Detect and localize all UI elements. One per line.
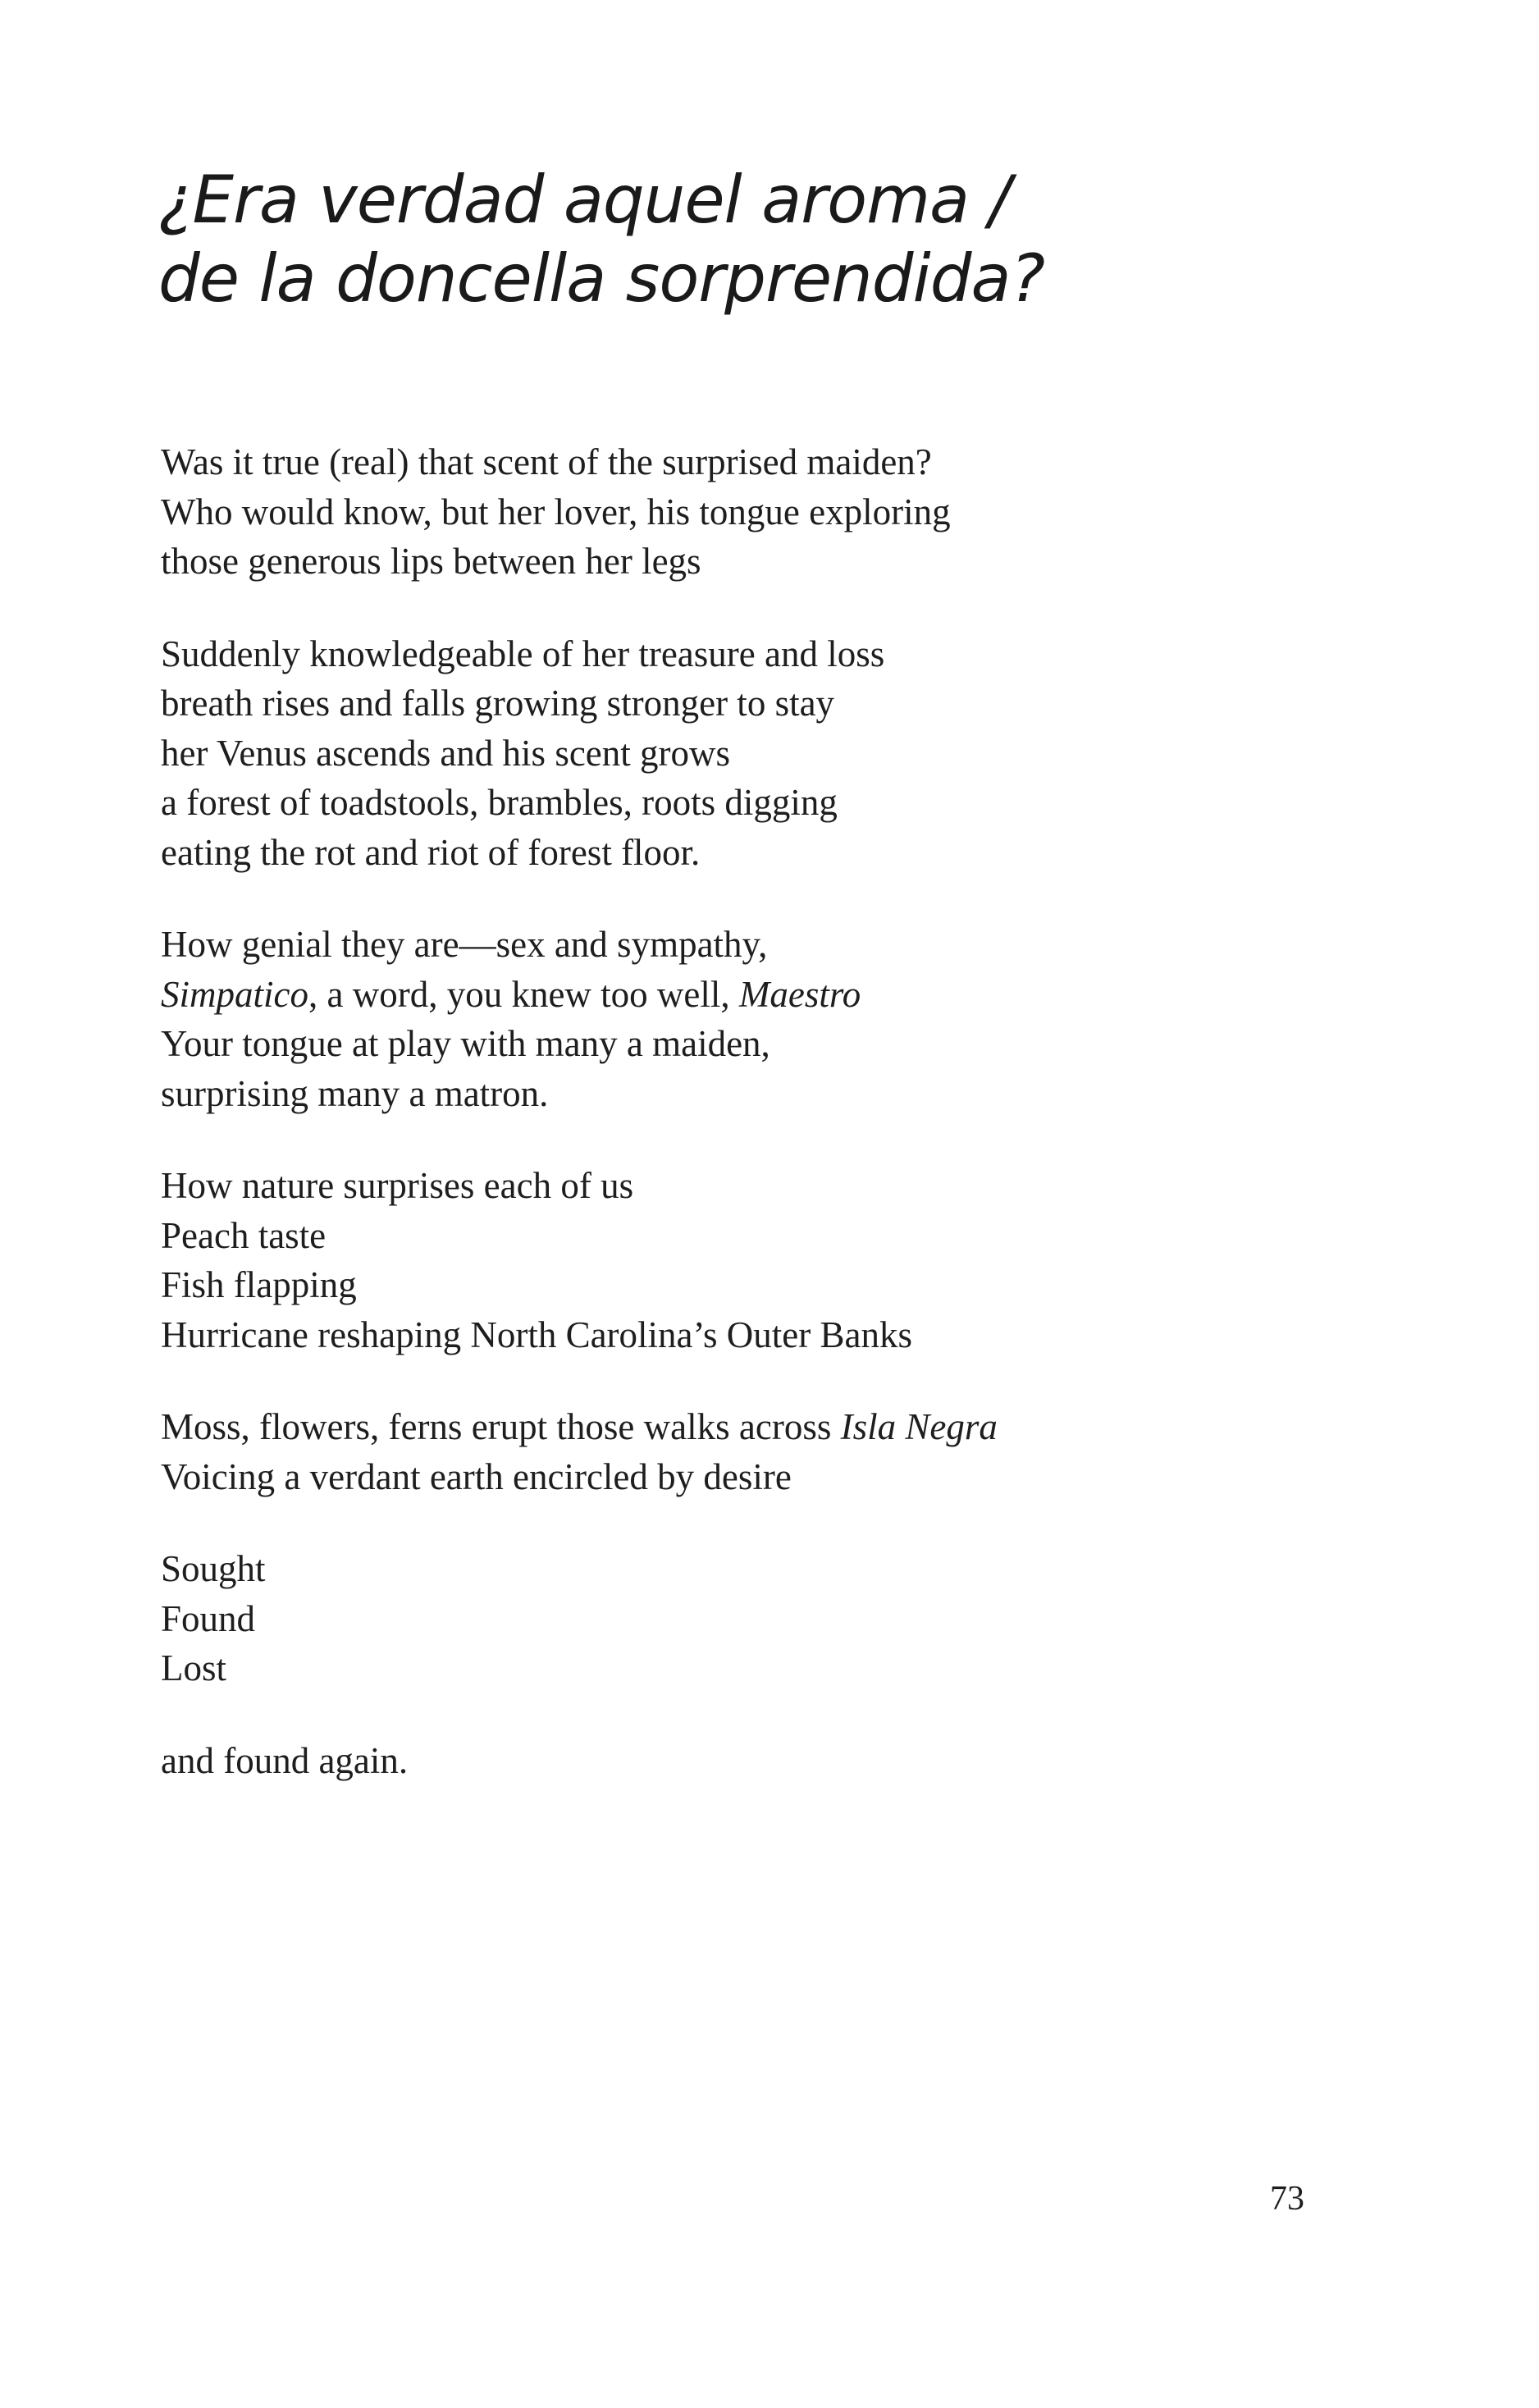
poem-line: Lost [161, 1647, 227, 1688]
poem-line: Who would know, but her lover, his tongue exploring [161, 491, 951, 532]
poem-line: Found [161, 1597, 256, 1639]
poem-line: those generous lips between her legs [161, 541, 701, 582]
line-text: , a word, you knew too well, [308, 973, 739, 1015]
poem-body [161, 437, 1350, 1828]
italic-place-isla-negra: Isla Negra [840, 1406, 998, 1447]
poem-line: How nature surprises each of us [161, 1165, 634, 1206]
poem-line: Fish flapping [161, 1264, 357, 1305]
poem-line-mixed [161, 1402, 1350, 1452]
poem-line: Hurricane reshaping North Carolina’s Outer Banks [161, 1314, 912, 1355]
poem-line: eating the rot and riot of forest floor. [161, 831, 701, 873]
poem-line-mixed [161, 970, 1350, 1020]
title-line-1: ¿Era verdad aquel aroma / [158, 162, 1011, 238]
poem-line: Peach taste [161, 1214, 327, 1256]
italic-word-simpatico: Simpatico [161, 973, 308, 1015]
poem-line: Your tongue at play with many a maiden, [161, 1023, 770, 1064]
poem-line: surprising many a matron. [161, 1072, 549, 1114]
title-line-2: de la doncella sorprendida? [158, 240, 1045, 317]
italic-word-maestro: Maestro [738, 973, 861, 1015]
poem-line: and found again. [161, 1739, 409, 1781]
stanza-7 [161, 1736, 1350, 1786]
poem-line: breath rises and falls growing stronger to stay [161, 683, 835, 724]
poem-line: Voicing a verdant earth encircled by desire [161, 1455, 792, 1497]
poem-line: Was it true (real) that scent of the surprised maiden? [161, 441, 932, 482]
poem-line: her Venus ascends and his scent grows [161, 732, 731, 774]
poem-title [158, 161, 1307, 318]
poem-line: Sought [161, 1548, 266, 1589]
poem-line: How genial they are—sex and sympathy, [161, 924, 768, 965]
stanza-4 [161, 1161, 1350, 1359]
page-number: 73 [1270, 2180, 1304, 2218]
stanza-2 [161, 629, 1350, 878]
stanza-3 [161, 920, 1350, 1118]
line-text: Moss, flowers, ferns erupt those walks across [161, 1406, 841, 1447]
stanza-6 [161, 1544, 1350, 1693]
poem-line: a forest of toadstools, brambles, roots digging [161, 782, 838, 823]
stanza-5 [161, 1402, 1350, 1501]
poem-line: Suddenly knowledgeable of her treasure and loss [161, 633, 885, 674]
stanza-1 [161, 437, 1350, 587]
